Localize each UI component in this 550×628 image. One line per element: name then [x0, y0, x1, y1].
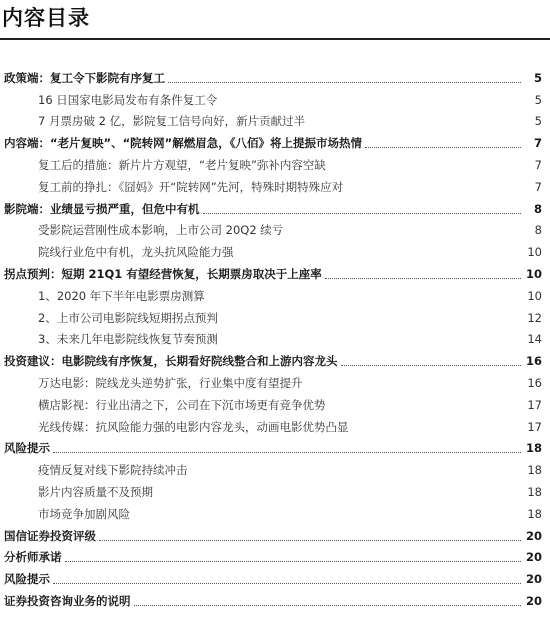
- toc-page-number: 20: [525, 528, 542, 543]
- toc-subsection-entry[interactable]: [0, 413, 550, 435]
- toc-section-entry[interactable]: [0, 129, 550, 151]
- toc-page-number: 8: [533, 201, 542, 216]
- toc-page-number: 10: [525, 266, 542, 281]
- toc-entry-title: 3、未来几年电影院线恢复节奏预测: [38, 332, 218, 347]
- page-title: 内容目录: [2, 6, 90, 30]
- toc-entry-title: 横店影视：行业出清之下，公司在下沉市场更有竞争优势: [38, 397, 326, 412]
- toc-page-number: 10: [527, 245, 542, 260]
- toc-page-number: 18: [525, 441, 542, 456]
- toc-subsection-entry[interactable]: [0, 217, 550, 239]
- toc-dot-leader: [329, 169, 521, 170]
- toc-entry-title: 受影院运营刚性成本影响，上市公司 20Q2 续亏: [38, 223, 284, 238]
- toc-dot-leader: [53, 451, 521, 453]
- title-divider: [0, 38, 550, 40]
- toc-entry-title: 7 月票房破 2 亿，影院复工信号向好，新片贡献过半: [38, 114, 306, 129]
- toc-dot-leader: [237, 256, 522, 257]
- toc-subsection-entry[interactable]: [0, 391, 550, 413]
- toc-section-entry[interactable]: [0, 435, 550, 457]
- toc-subsection-entry[interactable]: [0, 326, 550, 348]
- toc-entry-title: 万达电影：院线龙头逆势扩张，行业集中度有望提升: [38, 375, 303, 390]
- toc-subsection-entry[interactable]: [0, 478, 550, 500]
- toc-section-entry[interactable]: [0, 522, 550, 544]
- toc-subsection-entry[interactable]: [0, 108, 550, 130]
- toc-page-number: 16: [525, 354, 542, 369]
- toc-entry-title: 2、上市公司电影院线短期拐点预判: [38, 310, 218, 325]
- toc-dot-leader: [220, 104, 521, 105]
- toc-entry-title: 分析师承诺: [4, 550, 62, 565]
- toc-subsection-entry[interactable]: [0, 86, 550, 108]
- toc-subsection-entry[interactable]: [0, 282, 550, 304]
- toc-dot-leader: [53, 582, 521, 584]
- toc-entry-title: 影院端：业绩显亏损严重，但危中有机: [4, 201, 200, 216]
- toc-entry-title: 拐点预判：短期 21Q1 有望经营恢复，长期票房取决于上座率: [4, 266, 322, 281]
- toc-dot-leader: [365, 146, 521, 148]
- toc-page-number: 7: [533, 136, 542, 151]
- toc-dot-leader: [346, 191, 521, 192]
- toc-entry-title: 影片内容质量不及预期: [38, 484, 153, 499]
- toc-page-number: 18: [527, 463, 542, 478]
- toc-entry-title: 风险提示: [4, 572, 50, 587]
- toc-page-number: 5: [533, 70, 542, 85]
- toc-dot-leader: [208, 300, 521, 301]
- toc-entry-title: 院线行业危中有机，龙头抗风险能力强: [38, 245, 234, 260]
- toc-section-entry[interactable]: [0, 347, 550, 369]
- toc-dot-leader: [203, 212, 522, 214]
- toc-page-number: 12: [527, 310, 542, 325]
- toc-entry-title: 政策端：复工令下影院有序复工: [4, 70, 165, 85]
- toc-dot-leader: [329, 409, 522, 410]
- toc-entry-title: 风险提示: [4, 441, 50, 456]
- toc-dot-leader: [99, 539, 521, 541]
- toc-dot-leader: [134, 604, 522, 606]
- toc-dot-leader: [221, 322, 521, 323]
- toc-dot-leader: [325, 277, 521, 279]
- toc-entry-title: 16 日国家电影局发布有条件复工令: [38, 92, 218, 107]
- toc-page-number: 16: [527, 375, 542, 390]
- toc-dot-leader: [65, 560, 522, 562]
- toc-section-entry[interactable]: [0, 64, 550, 86]
- toc-dot-leader: [341, 364, 522, 366]
- toc-dot-leader: [286, 234, 521, 235]
- toc-entry-title: 内容端：“老片复映”、“院转网”解燃眉急，《八佰》将上提振市场热情: [4, 136, 362, 151]
- toc-entry-title: 证券投资咨询业务的说明: [4, 593, 131, 608]
- toc-entry-title: 市场竞争加剧风险: [38, 506, 130, 521]
- toc-page-number: 5: [534, 114, 542, 129]
- toc-entry-title: 光线传媒：抗风险能力强的电影内容龙头，动画电影优势凸显: [38, 419, 349, 434]
- toc-dot-leader: [191, 474, 522, 475]
- toc-page-number: 7: [534, 179, 542, 194]
- toc-dot-leader: [308, 125, 521, 126]
- toc-subsection-entry[interactable]: [0, 304, 550, 326]
- toc-entry-title: 投资建议：电影院线有序恢复，长期看好院线整合和上游内容龙头: [4, 354, 338, 369]
- toc-dot-leader: [221, 343, 521, 344]
- toc-entry-title: 疫情反复对线下影院持续冲击: [38, 463, 188, 478]
- toc-section-entry[interactable]: [0, 544, 550, 566]
- table-of-contents: [0, 64, 550, 609]
- toc-page-number: 8: [534, 223, 542, 238]
- toc-page-number: 14: [527, 332, 542, 347]
- toc-entry-title: 1、2020 年下半年电影票房测算: [38, 288, 205, 303]
- toc-dot-leader: [133, 518, 521, 519]
- toc-section-entry[interactable]: [0, 195, 550, 217]
- toc-page-number: 5: [534, 92, 542, 107]
- toc-entry-title: 国信证券投资评级: [4, 528, 96, 543]
- toc-dot-leader: [156, 496, 521, 497]
- toc-subsection-entry[interactable]: [0, 456, 550, 478]
- toc-page-number: 10: [527, 288, 542, 303]
- toc-subsection-entry[interactable]: [0, 369, 550, 391]
- toc-page-number: 17: [527, 397, 542, 412]
- toc-page-number: 18: [527, 484, 542, 499]
- toc-page-number: 7: [534, 157, 542, 172]
- toc-page-number: 20: [525, 550, 542, 565]
- toc-section-entry[interactable]: [0, 587, 550, 609]
- toc-dot-leader: [168, 81, 521, 83]
- toc-subsection-entry[interactable]: [0, 500, 550, 522]
- toc-dot-leader: [306, 387, 522, 388]
- toc-subsection-entry[interactable]: [0, 151, 550, 173]
- toc-entry-title: 复工后的措施：新片片方观望，“老片复映”弥补内容空缺: [38, 157, 326, 172]
- toc-subsection-entry[interactable]: [0, 238, 550, 260]
- toc-page-number: 20: [525, 572, 542, 587]
- toc-subsection-entry[interactable]: [0, 173, 550, 195]
- toc-page-number: 20: [525, 593, 542, 608]
- toc-section-entry[interactable]: [0, 260, 550, 282]
- toc-page-number: 18: [527, 506, 542, 521]
- toc-section-entry[interactable]: [0, 565, 550, 587]
- toc-page-number: 17: [527, 419, 542, 434]
- toc-dot-leader: [352, 431, 522, 432]
- toc-entry-title: 复工前的挣扎：《囧妈》开“院转网”先河，特殊时期特殊应对: [38, 179, 344, 194]
